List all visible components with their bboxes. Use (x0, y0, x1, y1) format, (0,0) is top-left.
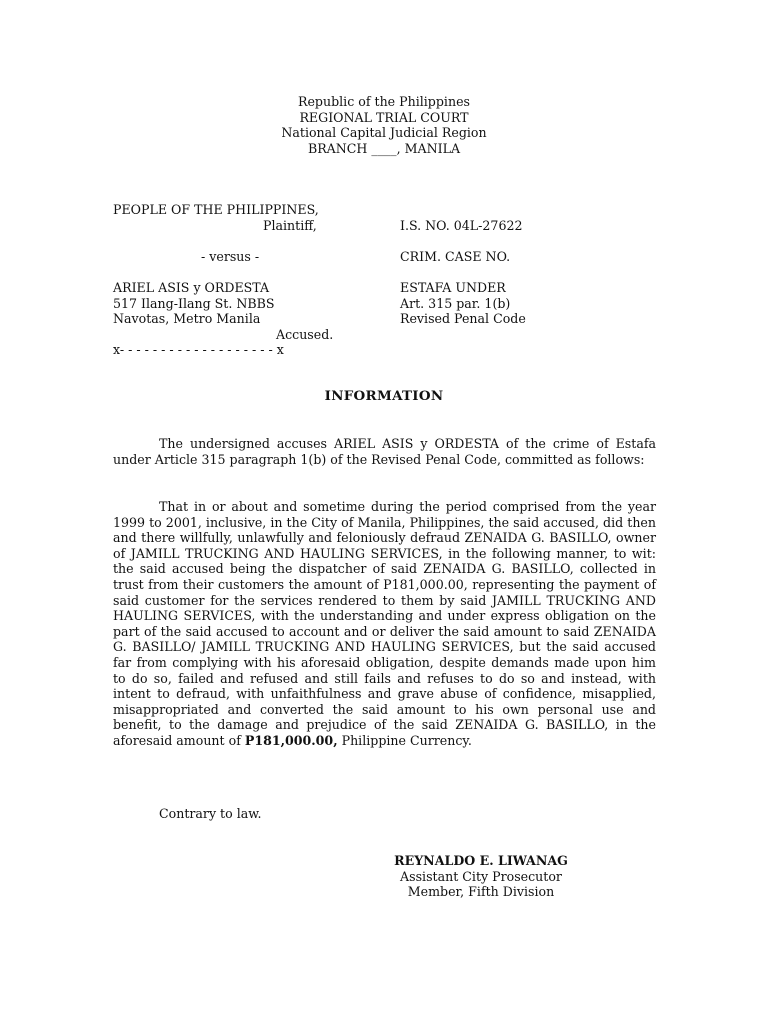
caption-crim-case: CRIM. CASE NO. (400, 248, 511, 264)
court-header (0, 94, 768, 156)
caption-accused-address-2: Navotas, Metro Manila (113, 311, 261, 327)
caption-accused-address-1: 517 Ilang-Ilang St. NBBS (113, 295, 275, 311)
paragraph-facts (113, 499, 656, 749)
caption-offense-2: Art. 315 par. 1(b) (400, 295, 511, 311)
caption-separator: x- - - - - - - - - - - - - - - - - - - x (113, 342, 284, 358)
header-region: National Capital Judicial Region (281, 125, 487, 141)
signature-block (336, 853, 626, 900)
paragraph-2-text (113, 499, 656, 749)
paragraph-2-end: Philippine Currency. (337, 732, 472, 748)
header-court: REGIONAL TRIAL COURT (299, 109, 469, 125)
caption-offense-3: Revised Penal Code (400, 311, 526, 327)
paragraph-contrary (113, 806, 656, 822)
case-caption (113, 202, 658, 358)
signatory-position: Assistant City Prosecutor (400, 868, 562, 884)
caption-offense-1: ESTAFA UNDER (400, 279, 506, 295)
header-republic: Republic of the Philippines (297, 94, 470, 109)
caption-versus: - versus - (201, 248, 260, 264)
paragraph-accusation (113, 436, 656, 467)
signatory-name: REYNALDO E. LIWANAG (394, 853, 568, 868)
caption-is-number: I.S. NO. 04L-27622 (400, 217, 523, 233)
paragraph-2-main: That in or about and sometime during the period comprised from the year 1999 to 2001, inclusive, in the City of Manila, Philippines, the said accused, did then and there willfully, unlawfully and feloniously defraud ZENAIDA G. BASILLO, owner of JAMILL TRUCKING AND HAULING SERVICES, in the following manner, to wit: the said accused being the dispatcher of said ZENAIDA G. BASILLO, collected in trust from their customers the amount of P181,000.00, representing the payment of said customer for the services rendered to them by said JAMILL TRUCKING AND HAULING SERVICES, with the understanding and under express obligation on the part of the said accused to account and or deliver the said amount to said ZENAIDA G. BASILLO/ JAMILL TRUCKING AND HAULING SERVICES, but the said accused far from complying with his aforesaid obligation, despite demands made upon him to do so, failed and refused and still fails and refuses to do so and instead, with intent to defraud, with unfaithfulness and grave abuse of confidence, misapplied, misappropriated and converted the said amount to his own personal use and benefit, to the damage and prejudice of the said ZENAIDA G. BASILLO, in the aforesaid amount of (113, 499, 656, 748)
caption-plaintiff: Plaintiff, (263, 217, 317, 233)
caption-people: PEOPLE OF THE PHILIPPINES, (113, 202, 319, 217)
caption-accused-name: ARIEL ASIS y ORDESTA (113, 279, 270, 295)
caption-accused-label: Accused. (276, 326, 334, 342)
header-branch: BRANCH ____, MANILA (307, 140, 461, 156)
paragraph-2-amount: P181,000.00, (244, 732, 338, 748)
signatory-division: Member, Fifth Division (407, 884, 555, 900)
paragraph-1-text: The undersigned accuses ARIEL ASIS y ORDESTA of the crime of Estafa under Article 315 paragraph 1(b) of the Revised Penal Code, committed as follows: (113, 436, 656, 467)
paragraph-3-text: Contrary to law. (159, 806, 262, 821)
document-title: INFORMATION (324, 388, 444, 404)
